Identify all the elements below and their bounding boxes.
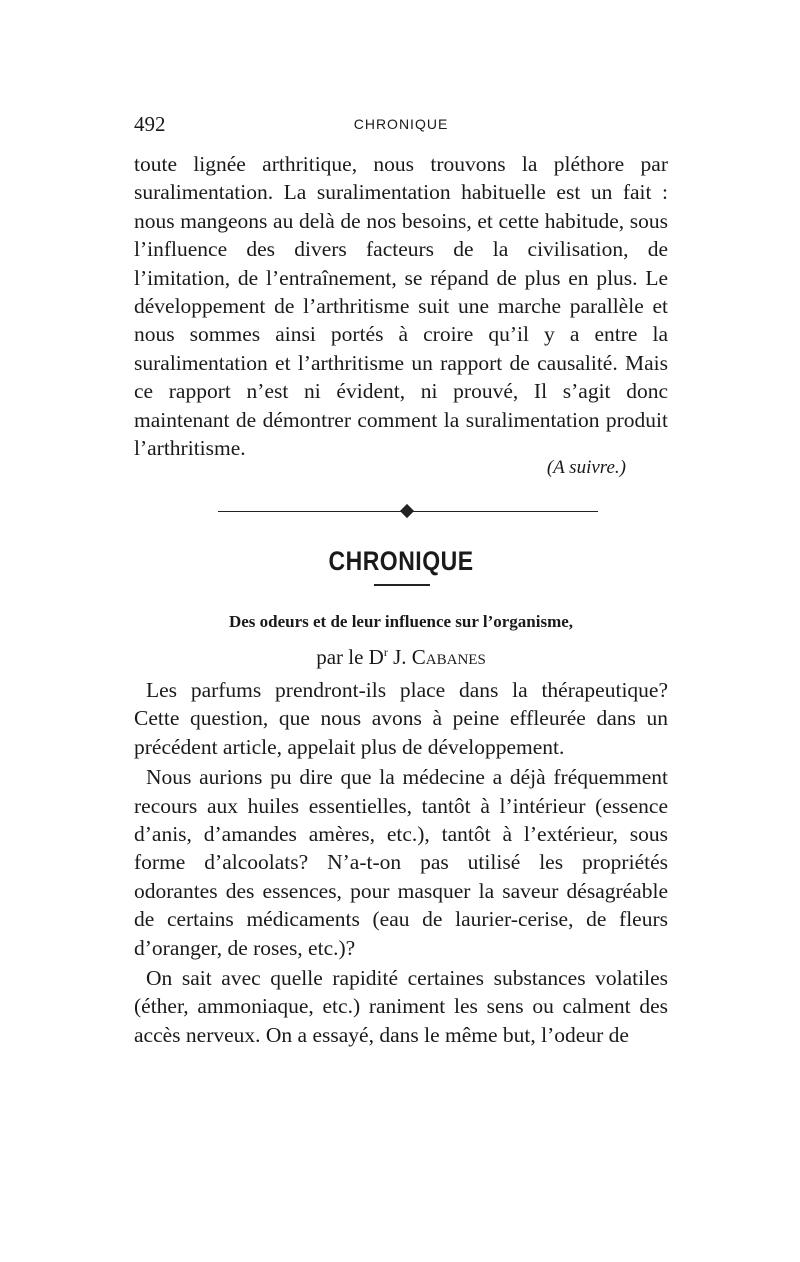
byline-sup: r — [383, 645, 388, 659]
running-head — [134, 112, 668, 138]
running-title: CHRONIQUE — [353, 116, 449, 132]
article-body — [134, 676, 668, 1051]
author-name: J. Cabanes — [393, 645, 486, 669]
article-paragraph: On sait avec quelle rapidité certaines substances volatiles (éther, ammoniaque, etc.) raniment les sens ou calment des accès nerveux. On a essayé, dans le même but, l’odeur de — [134, 966, 668, 1047]
divider-ornament — [400, 504, 414, 518]
byline — [134, 645, 668, 670]
section-title: CHRONIQUE — [328, 545, 474, 576]
continuation-text — [134, 150, 668, 462]
article-paragraph: Les parfums prendront-ils place dans la thérapeutique? Cette question, que nous avons à peine effleurée dans un précédent article, appelait plus de développement. — [134, 678, 668, 759]
page-number: 492 — [134, 112, 166, 136]
article-title: Des odeurs et de leur influence sur l’organisme, — [228, 612, 574, 631]
to-follow-note: (A suivre.) — [546, 457, 626, 478]
title-underline — [374, 584, 430, 586]
article-paragraph: Nous aurions pu dire que la médecine a déjà fréquemment recours aux huiles essentielles, tantôt à l’intérieur (essence d’anis, d’amandes amères, etc.), tantôt à l’extérieur, sous forme d’alcoolats? N’a-t-on pas utilisé les propriétés odorantes des essences, pour masquer la saveur désagréable de certains médicaments (eau de laurier-cerise, de fleurs d’oranger, de roses, etc.)? — [134, 765, 668, 960]
byline-prefix: par le D — [316, 645, 384, 669]
continuation-paragraph: toute lignée arthritique, nous trouvons la pléthore par suralimentation. La suralimentation habituelle est un fait : nous mangeons au delà de nos besoins, et cette habitude, sous l’influence des divers facteurs de la civilisation, de l’imitation, de l’entraînement, se répand de plus en plus. Le développement de l’arthritisme suit une marche parallèle et nous sommes ainsi portés à croire qu’il y a entre la suralimentation et l’arthritisme un rapport de causalité. Mais ce rapport n’est ni évident, ni prouvé, Il s’agit donc maintenant de démontrer comment la suralimentation produit l’arthritisme. — [134, 152, 668, 461]
